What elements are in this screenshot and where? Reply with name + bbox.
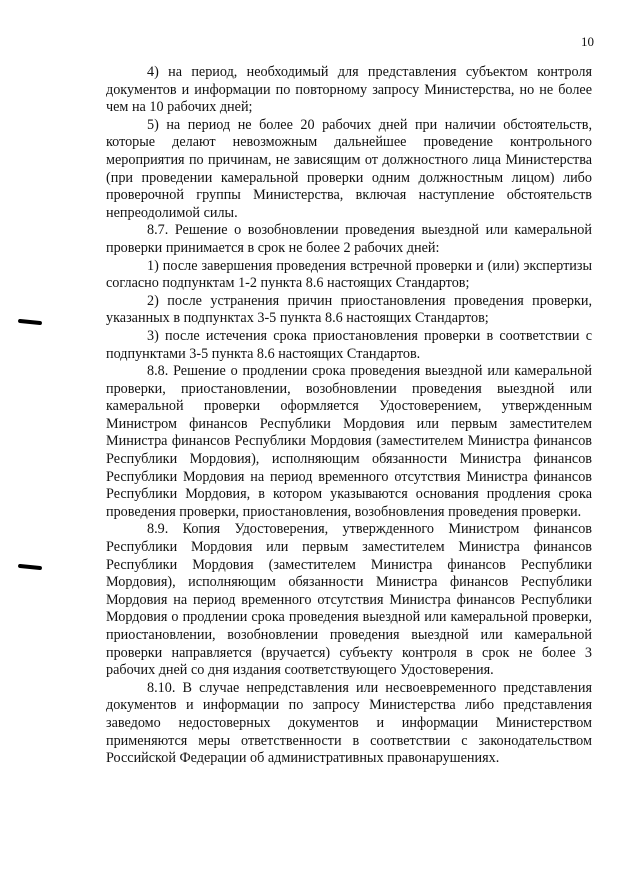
paragraph-8-7-item-1: 1) после завершения проведения встречной проверки и (или) экспертизы согласно подпунктам 1-2 пункта 8.6 настоящих Стандартов; xyxy=(106,257,592,292)
paragraph-8-7-item-3: 3) после истечения срока приостановления проверки в соответствии с подпунктами 3-5 пункта 8.6 настоящих Стандартов. xyxy=(106,327,592,362)
paragraph-8-9: 8.9. Копия Удостоверения, утвержденного Министром финансов Республики Мордовия или первым заместителем Министра финансов Республики Мордовия (заместителем Министра финансов Республики Мордовия), исполняющим обязанности Министра финансов Республики Мордовия на период временного отсутствия Министра финансов Республики Мордовия о продлении срока проведения выездной или камеральной проверки, приостановлении, возобновлении проведения выездной или камеральной проверки направляется (вручается) субъекту контроля в срок не более 3 рабочих дней со дня издания соответствующего Удостоверения. xyxy=(106,521,592,679)
scan-punch-mark xyxy=(18,564,42,570)
page-number: 10 xyxy=(581,34,594,49)
paragraph-8-7-item-2: 2) после устранения причин приостановления проведения проверки, указанных в подпунктах 3-5 пункта 8.6 настоящих Стандартов; xyxy=(106,292,592,327)
scan-punch-mark xyxy=(18,319,42,325)
paragraph-item-4: 4) на период, необходимый для представления субъектом контроля документов и информации по повторному запросу Министерства, но не более чем на 10 рабочих дней; xyxy=(106,64,592,116)
paragraph-item-5: 5) на период не более 20 рабочих дней при наличии обстоятельств, которые делают невозможным дальнейшее проведение контрольного мероприятия по причинам, не зависящим от должностного лица Министерства (при проведении камеральной проверки одним должностным лицом) либо проверочной группы Министерства, включая наступление обстоятельств непреодолимой силы. xyxy=(106,116,592,221)
paragraph-8-10: 8.10. В случае непредставления или несвоевременного представления документов и информации по запросу Министерства либо представления заведомо недостоверных документов и информации Министерством применяются меры ответственности в соответствии с законодательством Российской Федерации об административных правонарушениях. xyxy=(106,679,592,767)
document-body xyxy=(106,64,592,768)
paragraph-8-8: 8.8. Решение о продлении срока проведения выездной или камеральной проверки, приостановлении, возобновлении проведения выездной или камеральной проверки оформляется Удостоверением, утвержденным Министром финансов Республики Мордовия или первым заместителем Министра финансов Республики Мордовия (заместителем Министра финансов Республики Мордовия), исполняющим обязанности Министра финансов Республики Мордовия на период временного отсутствия Министра финансов Республики Мордовия, в котором указываются основания продления срока проведения проверки, приостановления, возобновления проведения проверки. xyxy=(106,363,592,520)
paragraph-8-7: 8.7. Решение о возобновлении проведения выездной или камеральной проверки принимается в срок не более 2 рабочих дней: xyxy=(106,222,592,256)
